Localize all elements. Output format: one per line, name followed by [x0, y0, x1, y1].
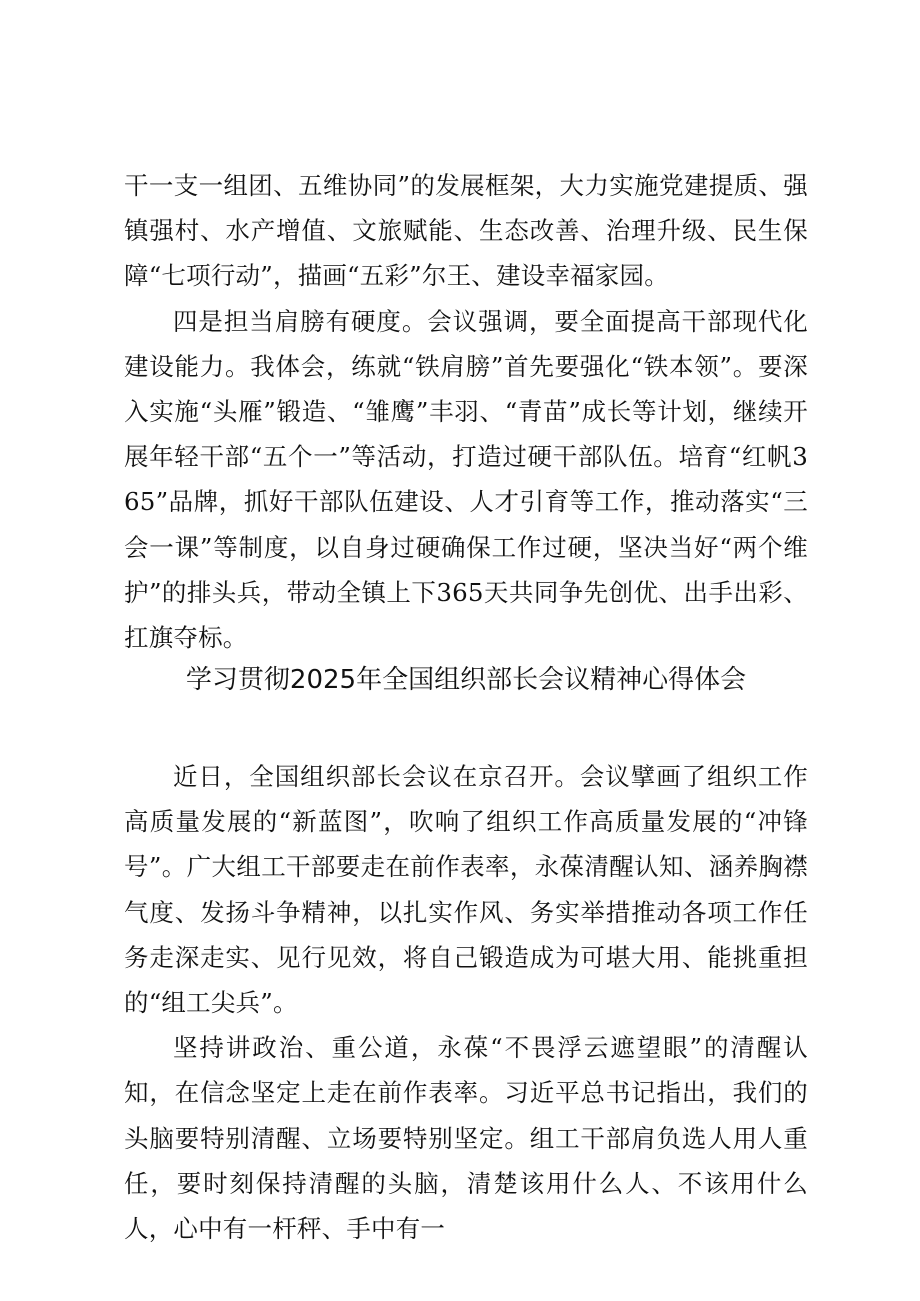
paragraph-four: 四是担当肩膀有硬度。会议强调，要全面提高干部现代化建设能力。我体会，练就“铁肩膀”首先要强化“铁本领”。要深入实施“头雁”锻造、“雏鹰”丰羽、“青苗”成长等计划，继续开展年轻干部“五个一”等活动，打造过硬干部队伍。培育“红帆365”品牌，抓好干部队伍建设、人才引育等工作，推动落实“三会一课”等制度，以自身过硬确保工作过硬，坚决当好“两个维护”的排头兵，带动全镇上下365天共同争先创优、出手出彩、扛旗夺标。	[124, 306, 808, 653]
article-title: 学习贯彻2025年全国组织部长会议精神心得体会	[185, 665, 747, 695]
article-body	[124, 754, 808, 1251]
politics-paragraph: 坚持讲政治、重公道，永葆“不畏浮云遮望眼”的清醒认知，在信念坚定上走在前作表率。习近平总书记指出，我们的头脑要特别清醒、立场要特别坚定。组工干部肩负选人用人重任，要时刻保持清醒的头脑，清楚该用什么人、不该用什么人，心中有一杆秤、手中有一	[124, 1033, 808, 1244]
top-section	[124, 163, 808, 660]
continued-paragraph: 干一支一组团、五维协同”的发展框架，大力实施党建提质、强镇强村、水产增值、文旅赋能、生态改善、治理升级、民生保障“七项行动”，描画“五彩”尔王、建设幸福家园。	[124, 171, 808, 291]
intro-paragraph: 近日，全国组织部长会议在京召开。会议擘画了组织工作高质量发展的“新蓝图”，吹响了组织工作高质量发展的“冲锋号”。广大组工干部要走在前作表率，永葆清醒认知、涵养胸襟气度、发扬斗争精神，以扎实作风、务实举措推动各项工作任务走深走实、见行见效，将自己锻造成为可堪大用、能挑重担的“组工尖兵”。	[124, 762, 808, 1018]
